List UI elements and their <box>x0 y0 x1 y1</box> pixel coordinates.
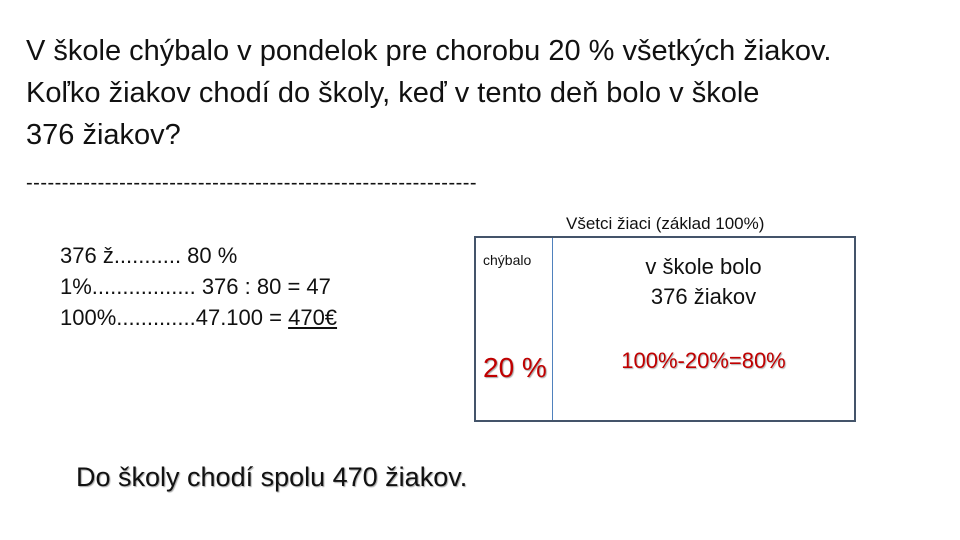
absent-percent: 20 % <box>483 352 547 383</box>
question-text <box>26 30 946 156</box>
question-line-3: 376 žiakov? <box>26 119 181 151</box>
question-line-1: V škole chýbalo v pondelok pre chorobu 20 % všetkých žiakov. <box>26 35 832 67</box>
calc-row-3-prefix: 100%.............47.100 = <box>60 305 289 330</box>
question-line-2: Koľko žiakov chodí do školy, keď v tento deň bolo v škole <box>26 77 760 109</box>
calc-row-2: 1%................. 376 : 80 = 47 <box>60 274 331 299</box>
present-line-2: 376 žiakov <box>650 284 757 309</box>
answer-text: Do školy chodí spolu 470 žiakov. <box>76 462 468 492</box>
diagram-title: Všetci žiaci (základ 100%) <box>566 214 765 233</box>
calc-row-3 <box>60 302 337 333</box>
absent-label: chýbalo <box>483 252 532 268</box>
percentage-diagram <box>474 236 856 422</box>
present-percent-calc: 100%-20%=80% <box>621 348 786 373</box>
calculation-block <box>60 240 337 333</box>
calc-result: 470€ <box>288 305 338 330</box>
calc-row-1: 376 ž........... 80 % <box>60 243 238 268</box>
dashed-separator: --------------------------------------------------------------- <box>26 172 478 194</box>
present-students-text <box>553 252 854 312</box>
present-line-1: v škole bolo <box>645 254 762 279</box>
